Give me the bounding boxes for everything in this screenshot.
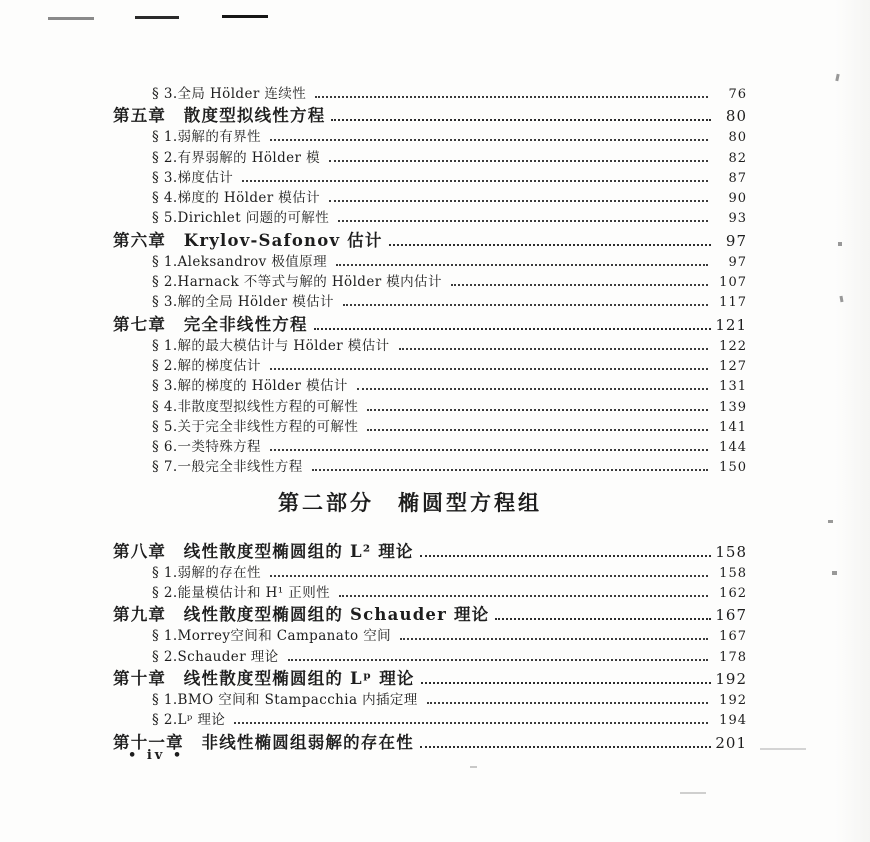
toc-entry-page: 150 <box>719 460 747 476</box>
toc-entry-page: 127 <box>719 358 747 374</box>
toc-entry-page: 162 <box>719 586 747 602</box>
toc-entry-page: 178 <box>719 649 747 665</box>
toc-entry-label: § 1.Morrey空间和 Campanato 空间 <box>152 628 392 645</box>
dot-leader <box>288 659 708 661</box>
toc-entry-label: § 2.Harnack 不等式与解的 Hölder 模内估计 <box>152 274 442 291</box>
toc-chapter-row <box>113 102 747 125</box>
toc-entry-page: 158 <box>715 542 747 561</box>
toc-entry-label: § 7.一般完全非线性方程 <box>152 459 303 476</box>
toc-entry-page: 97 <box>728 254 747 270</box>
dot-leader <box>270 368 708 370</box>
toc-section-row <box>113 334 747 354</box>
dot-leader <box>270 139 708 141</box>
scan-artifact <box>838 242 842 246</box>
scan-artifact <box>760 748 806 750</box>
scan-artifact <box>222 15 268 18</box>
toc-entry-page: 141 <box>719 419 747 435</box>
toc-entry-label: § 1.Aleksandrov 极值原理 <box>152 253 327 270</box>
toc-entry-page: 131 <box>719 379 747 395</box>
toc-section-row <box>113 354 747 374</box>
toc-entry-label: § 3.梯度估计 <box>152 169 234 186</box>
toc-entry-label: § 2.Lᵖ 理论 <box>152 712 226 729</box>
dot-leader <box>389 244 711 246</box>
dot-leader <box>367 409 708 411</box>
toc-chapter-row <box>113 227 747 250</box>
toc-section-row <box>113 581 747 601</box>
toc-entry-page: 82 <box>728 150 747 166</box>
dot-leader <box>495 618 711 620</box>
toc-section-row <box>113 624 747 644</box>
dot-leader <box>357 388 708 390</box>
toc-section-row <box>113 186 747 206</box>
part-heading: 第二部分 椭圆型方程组 <box>278 489 542 515</box>
toc-section-row <box>113 290 747 310</box>
toc-section-row <box>113 125 747 145</box>
toc-entry-label: 第五章 散度型拟线性方程 <box>113 106 326 126</box>
scan-artifact <box>48 17 94 20</box>
toc-section-row <box>113 415 747 435</box>
toc-entry-label: § 3.解的全局 Hölder 模估计 <box>152 294 334 311</box>
toc-entry-label: § 6.一类特殊方程 <box>152 439 261 456</box>
toc-entry-page: 144 <box>719 440 747 456</box>
toc-entry-page: 121 <box>715 315 747 334</box>
toc-entry-page: 80 <box>725 107 747 126</box>
toc-entry-label: 第七章 完全非线性方程 <box>113 314 308 334</box>
toc-section-row <box>113 82 747 102</box>
dot-leader <box>270 575 708 577</box>
dot-leader <box>338 220 708 222</box>
toc-entry-page: 192 <box>715 669 747 688</box>
toc-entry-label: § 3.解的梯度的 Hölder 模估计 <box>152 378 348 395</box>
toc-section-row <box>113 455 747 475</box>
toc-chapter-row <box>113 665 747 688</box>
dot-leader <box>336 264 708 266</box>
scan-artifact <box>832 571 837 575</box>
toc-entry-page: 194 <box>719 713 747 729</box>
toc-entry-page: 76 <box>728 87 747 102</box>
toc-entry-page: 167 <box>715 606 747 625</box>
toc-entry-label: § 5.Dirichlet 问题的可解性 <box>152 210 330 227</box>
dot-leader <box>399 348 708 350</box>
dot-leader <box>242 180 708 182</box>
toc-section-row <box>113 645 747 665</box>
toc-section-row <box>113 435 747 455</box>
toc-entry-page: 201 <box>715 733 747 752</box>
toc-section-row <box>113 146 747 166</box>
toc-chapter-row <box>113 538 747 561</box>
dot-leader <box>329 160 708 162</box>
toc-chapter-row <box>113 311 747 334</box>
toc-entry-page: 158 <box>719 565 747 581</box>
toc-section-row <box>113 374 747 394</box>
toc-chapter-row <box>113 729 747 752</box>
dot-leader <box>331 119 711 121</box>
dot-leader <box>312 469 708 471</box>
toc-entry-label: 第十一章 非线性椭圆组弱解的存在性 <box>113 732 414 752</box>
dot-leader <box>451 284 708 286</box>
toc-section-row <box>113 166 747 186</box>
dot-leader <box>367 429 708 431</box>
dot-leader <box>234 722 708 724</box>
toc-entry-label: 第八章 线性散度型椭圆组的 L² 理论 <box>113 541 414 561</box>
toc-entry-label: § 1.弱解的存在性 <box>152 564 261 581</box>
dot-leader <box>270 449 708 451</box>
toc-section-row <box>113 561 747 581</box>
toc-entry-label: § 1.解的最大模估计与 Hölder 模估计 <box>152 337 390 354</box>
toc-entry-label: § 1.弱解的有界性 <box>152 129 261 146</box>
toc-entry-label: § 2.有界弱解的 Hölder 模 <box>152 149 321 166</box>
table-of-contents <box>113 82 747 752</box>
toc-section-row <box>113 395 747 415</box>
toc-entry-label: § 2.解的梯度估计 <box>152 357 261 374</box>
dot-leader <box>343 304 708 306</box>
dot-leader <box>314 328 711 330</box>
dot-leader <box>400 638 708 640</box>
toc-entry-page: 97 <box>725 231 747 250</box>
toc-entry-label: § 4.梯度的 Hölder 模估计 <box>152 190 321 207</box>
toc-entry-page: 90 <box>728 191 747 207</box>
toc-section-row <box>113 688 747 708</box>
toc-entry-page: 167 <box>719 629 747 645</box>
toc-entry-page: 192 <box>719 692 747 708</box>
scan-artifact <box>835 74 839 81</box>
toc-chapter-row <box>113 601 747 624</box>
toc-entry-label: § 1.BMO 空间和 Stampacchia 内插定理 <box>152 691 418 708</box>
toc-entry-label: § 2.Schauder 理论 <box>152 648 279 665</box>
toc-entry-page: 107 <box>719 275 747 291</box>
toc-entry-label: § 4.非散度型拟线性方程的可解性 <box>152 398 359 415</box>
scan-artifact <box>840 296 844 302</box>
scan-artifact <box>135 16 179 19</box>
dot-leader <box>427 702 708 704</box>
toc-entry-page: 93 <box>728 211 747 227</box>
toc-entry-label: § 2.能量模估计和 H¹ 正则性 <box>152 585 330 602</box>
scan-artifact <box>680 792 706 794</box>
scan-artifact <box>828 520 833 523</box>
dot-leader <box>315 96 708 98</box>
dot-leader <box>420 746 711 748</box>
dot-leader <box>339 595 708 597</box>
toc-entry-page: 117 <box>719 295 747 311</box>
toc-entry-page: 139 <box>719 399 747 415</box>
toc-entry-label: 第六章 Krylov-Safonov 估计 <box>113 230 383 250</box>
toc-entry-label: 第十章 线性散度型椭圆组的 Lᵖ 理论 <box>113 668 415 688</box>
scan-artifact <box>470 766 477 768</box>
toc-entry-label: § 5.关于完全非线性方程的可解性 <box>152 418 359 435</box>
toc-entry-label: § 3.全局 Hölder 连续性 <box>152 86 307 102</box>
toc-section-row <box>113 206 747 226</box>
toc-section-row <box>113 250 747 270</box>
toc-entry-label: 第九章 线性散度型椭圆组的 Schauder 理论 <box>113 605 490 625</box>
dot-leader <box>421 682 711 684</box>
toc-entry-page: 87 <box>728 170 747 186</box>
dot-leader <box>329 200 708 202</box>
dot-leader <box>420 555 711 557</box>
toc-section-row <box>113 708 747 728</box>
page-number-footer: • iv • <box>128 748 185 763</box>
toc-entry-page: 122 <box>719 338 747 354</box>
toc-entry-page: 80 <box>728 130 747 146</box>
toc-section-row <box>113 270 747 290</box>
